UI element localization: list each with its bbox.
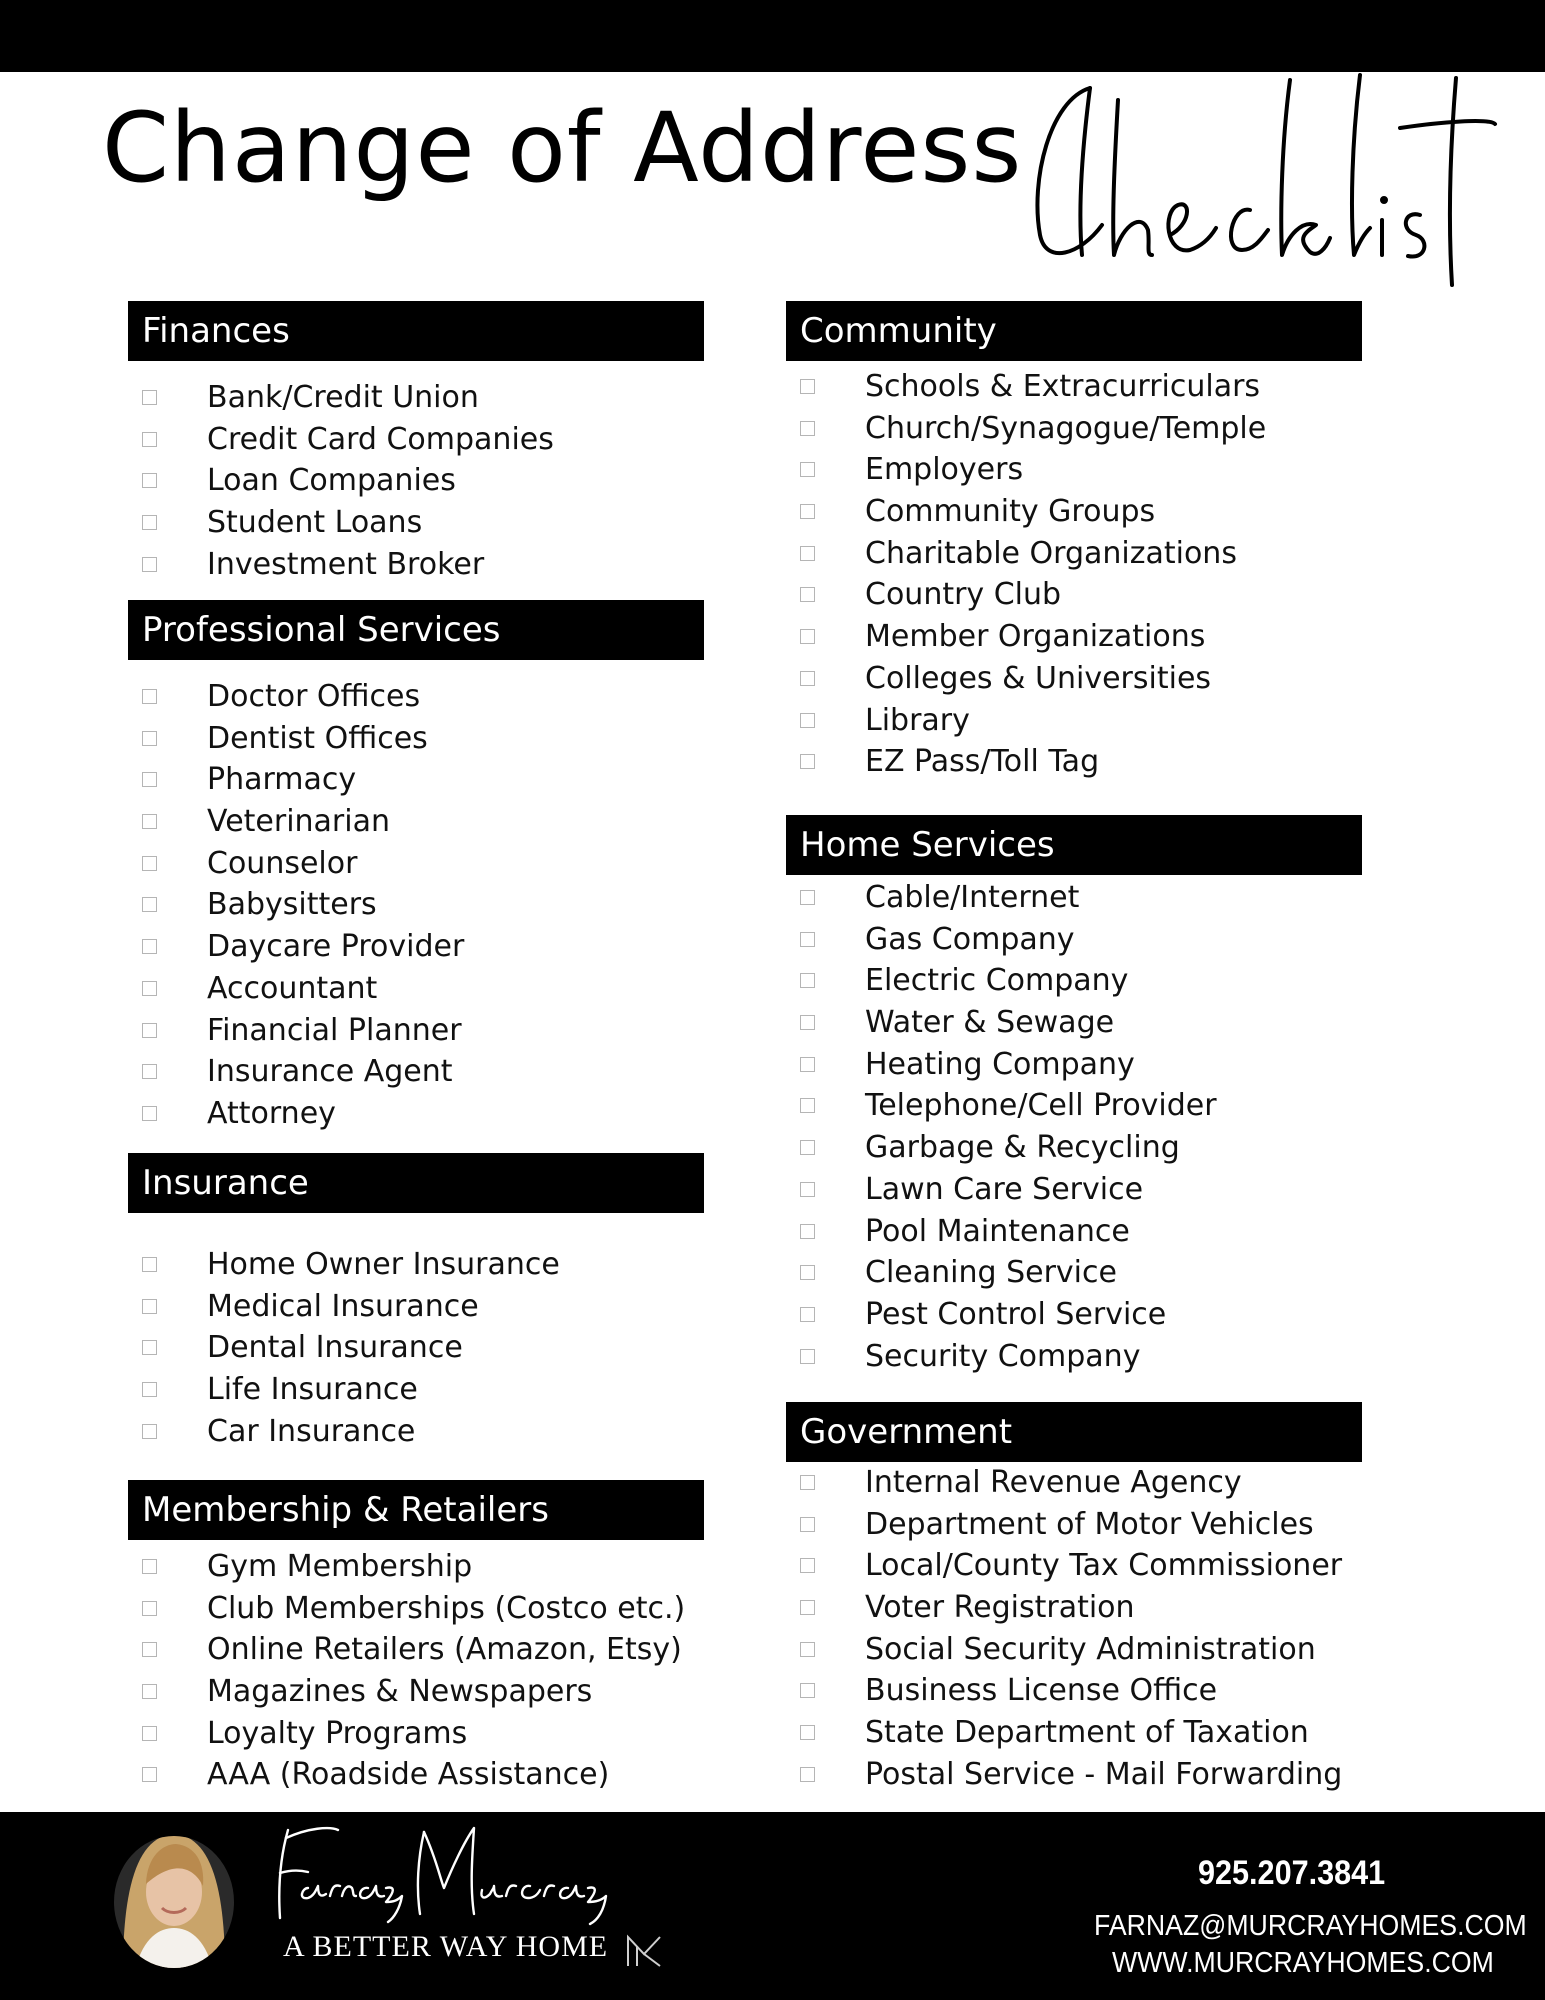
home-services-list bbox=[786, 877, 1362, 1377]
checkbox[interactable] bbox=[800, 754, 815, 769]
checkbox[interactable] bbox=[142, 1257, 157, 1272]
checklist-item[interactable]: Loyalty Programs bbox=[128, 1713, 704, 1755]
checklist-item[interactable]: Daycare Provider bbox=[128, 926, 704, 968]
checklist-item[interactable]: Garbage & Recycling bbox=[786, 1127, 1362, 1169]
checkbox[interactable] bbox=[142, 1382, 157, 1397]
checkbox[interactable] bbox=[142, 939, 157, 954]
checklist-item[interactable]: EZ Pass/Toll Tag bbox=[786, 741, 1362, 783]
checkbox[interactable] bbox=[800, 1642, 815, 1657]
checkbox[interactable] bbox=[800, 1098, 815, 1113]
section-header-insurance: Insurance bbox=[128, 1153, 704, 1213]
checkbox[interactable] bbox=[142, 897, 157, 912]
checkbox[interactable] bbox=[142, 1559, 157, 1574]
section-header-professional-services: Professional Services bbox=[128, 600, 704, 660]
checkbox[interactable] bbox=[800, 1182, 815, 1197]
checkbox[interactable] bbox=[800, 932, 815, 947]
checkbox[interactable] bbox=[142, 1340, 157, 1355]
checkbox[interactable] bbox=[800, 1224, 815, 1239]
checklist-item[interactable]: Cable/Internet bbox=[786, 877, 1362, 919]
checkbox[interactable] bbox=[142, 1424, 157, 1439]
checklist-item[interactable]: Member Organizations bbox=[786, 616, 1362, 658]
checkbox[interactable] bbox=[142, 390, 157, 405]
section-professional-services bbox=[128, 600, 704, 1135]
checklist-item[interactable]: Investment Broker bbox=[128, 544, 704, 586]
agent-photo bbox=[113, 1826, 235, 1970]
signature-logo bbox=[268, 1818, 628, 1928]
insurance-list bbox=[128, 1244, 704, 1452]
checkbox[interactable] bbox=[800, 1057, 815, 1072]
section-header-home-services: Home Services bbox=[786, 815, 1362, 875]
section-header-finances: Finances bbox=[128, 301, 704, 361]
government-list bbox=[786, 1462, 1362, 1796]
checklist-item[interactable]: Pool Maintenance bbox=[786, 1211, 1362, 1253]
checklist-item[interactable]: Local/County Tax Commissioner bbox=[786, 1545, 1362, 1587]
checkbox[interactable] bbox=[142, 432, 157, 447]
checkbox[interactable] bbox=[142, 731, 157, 746]
section-home-services bbox=[786, 815, 1362, 1377]
finances-list bbox=[128, 377, 704, 585]
checklist-item[interactable]: Dental Insurance bbox=[128, 1327, 704, 1369]
checklist-item[interactable]: Financial Planner bbox=[128, 1010, 704, 1052]
checklist-item[interactable]: Business License Office bbox=[786, 1670, 1362, 1712]
checkbox[interactable] bbox=[142, 689, 157, 704]
checkbox[interactable] bbox=[800, 713, 815, 728]
checkbox[interactable] bbox=[800, 1517, 815, 1532]
checklist-item[interactable]: Church/Synagogue/Temple bbox=[786, 408, 1362, 450]
checklist-item[interactable]: Babysitters bbox=[128, 884, 704, 926]
checklist-item[interactable]: Accountant bbox=[128, 968, 704, 1010]
checkbox[interactable] bbox=[800, 587, 815, 602]
checkbox[interactable] bbox=[800, 1600, 815, 1615]
checklist-item[interactable]: Gas Company bbox=[786, 919, 1362, 961]
checklist-item[interactable]: Country Club bbox=[786, 574, 1362, 616]
checklist-item[interactable]: Life Insurance bbox=[128, 1369, 704, 1411]
checkbox[interactable] bbox=[142, 515, 157, 530]
checkbox[interactable] bbox=[142, 1064, 157, 1079]
checklist-item[interactable]: Cleaning Service bbox=[786, 1252, 1362, 1294]
email-link[interactable]: FARNAZ@MURCRAYHOMES.COM bbox=[1094, 1910, 1527, 1942]
checklist-item[interactable]: AAA (Roadside Assistance) bbox=[128, 1754, 704, 1796]
membership-retailers-list bbox=[128, 1546, 704, 1796]
checkbox[interactable] bbox=[142, 1684, 157, 1699]
checklist-item[interactable]: Magazines & Newspapers bbox=[128, 1671, 704, 1713]
checklist-item[interactable]: Club Memberships (Costco etc.) bbox=[128, 1588, 704, 1630]
checkbox[interactable] bbox=[800, 1475, 815, 1490]
checkbox[interactable] bbox=[142, 1726, 157, 1741]
checklist-item[interactable]: Social Security Administration bbox=[786, 1629, 1362, 1671]
checkbox[interactable] bbox=[800, 1349, 815, 1364]
checkbox[interactable] bbox=[800, 973, 815, 988]
checklist-item[interactable]: Water & Sewage bbox=[786, 1002, 1362, 1044]
checkbox[interactable] bbox=[142, 981, 157, 996]
checklist-item[interactable]: Student Loans bbox=[128, 502, 704, 544]
checkbox[interactable] bbox=[142, 1642, 157, 1657]
checklist-item[interactable]: Attorney bbox=[128, 1093, 704, 1135]
checkbox[interactable] bbox=[800, 1307, 815, 1322]
checklist-script-title bbox=[1020, 60, 1500, 290]
checkbox[interactable] bbox=[800, 1015, 815, 1030]
checklist-item[interactable]: Heating Company bbox=[786, 1044, 1362, 1086]
checklist-item[interactable]: Car Insurance bbox=[128, 1411, 704, 1453]
checkbox[interactable] bbox=[800, 462, 815, 477]
checkbox[interactable] bbox=[800, 1140, 815, 1155]
section-membership-retailers bbox=[128, 1480, 704, 1796]
checklist-item[interactable]: Veterinarian bbox=[128, 801, 704, 843]
phone-number[interactable]: 925.207.3841 bbox=[1198, 1854, 1386, 1892]
brand-m-logo bbox=[625, 1934, 663, 1968]
checkbox[interactable] bbox=[800, 546, 815, 561]
section-finances bbox=[128, 301, 704, 585]
checkbox[interactable] bbox=[142, 473, 157, 488]
checkbox[interactable] bbox=[142, 856, 157, 871]
checkbox[interactable] bbox=[800, 629, 815, 644]
checklist-item[interactable]: Insurance Agent bbox=[128, 1051, 704, 1093]
checkbox[interactable] bbox=[800, 1725, 815, 1740]
checkbox[interactable] bbox=[800, 890, 815, 905]
checkbox[interactable] bbox=[800, 1265, 815, 1280]
checkbox[interactable] bbox=[142, 1601, 157, 1616]
checklist-item[interactable]: Schools & Extracurriculars bbox=[786, 366, 1362, 408]
checkbox[interactable] bbox=[800, 1683, 815, 1698]
section-insurance bbox=[128, 1153, 704, 1452]
checklist-item[interactable]: Loan Companies bbox=[128, 460, 704, 502]
checklist-item[interactable]: Bank/Credit Union bbox=[128, 377, 704, 419]
checklist-item[interactable]: Medical Insurance bbox=[128, 1286, 704, 1328]
community-list bbox=[786, 366, 1362, 783]
checklist-item[interactable]: Postal Service - Mail Forwarding bbox=[786, 1754, 1362, 1796]
checkbox[interactable] bbox=[800, 671, 815, 686]
checkbox[interactable] bbox=[142, 1767, 157, 1782]
checkbox[interactable] bbox=[142, 1299, 157, 1314]
checklist-item[interactable]: State Department of Taxation bbox=[786, 1712, 1362, 1754]
checkbox[interactable] bbox=[142, 814, 157, 829]
page-title: Change of Address bbox=[102, 92, 1023, 204]
checklist-item[interactable]: Employers bbox=[786, 449, 1362, 491]
checkbox[interactable] bbox=[142, 1023, 157, 1038]
section-header-membership-retailers: Membership & Retailers bbox=[128, 1480, 704, 1540]
checkbox[interactable] bbox=[800, 379, 815, 394]
professional-services-list bbox=[128, 676, 704, 1135]
checklist-item[interactable]: Library bbox=[786, 700, 1362, 742]
checkbox[interactable] bbox=[142, 772, 157, 787]
checklist-item[interactable]: Credit Card Companies bbox=[128, 419, 704, 461]
checklist-item[interactable]: Pharmacy bbox=[128, 759, 704, 801]
checklist-item[interactable]: Department of Motor Vehicles bbox=[786, 1504, 1362, 1546]
checklist-item[interactable]: Lawn Care Service bbox=[786, 1169, 1362, 1211]
checklist-item[interactable]: Telephone/Cell Provider bbox=[786, 1085, 1362, 1127]
checklist-item[interactable]: Electric Company bbox=[786, 960, 1362, 1002]
section-header-government: Government bbox=[786, 1402, 1362, 1462]
checklist-item[interactable]: Charitable Organizations bbox=[786, 533, 1362, 575]
checkbox[interactable] bbox=[142, 557, 157, 572]
tagline: A BETTER WAY HOME bbox=[283, 1930, 609, 1963]
checkbox[interactable] bbox=[800, 1767, 815, 1782]
section-header-community: Community bbox=[786, 301, 1362, 361]
checklist-item[interactable]: Doctor Offices bbox=[128, 676, 704, 718]
section-government bbox=[786, 1402, 1362, 1796]
checklist-item[interactable]: Voter Registration bbox=[786, 1587, 1362, 1629]
checklist-item[interactable]: Gym Membership bbox=[128, 1546, 704, 1588]
checkbox[interactable] bbox=[800, 1558, 815, 1573]
checkbox[interactable] bbox=[142, 1106, 157, 1121]
checklist-item[interactable]: Colleges & Universities bbox=[786, 658, 1362, 700]
checklist-item[interactable]: Dentist Offices bbox=[128, 718, 704, 760]
checklist-item[interactable]: Community Groups bbox=[786, 491, 1362, 533]
checkbox[interactable] bbox=[800, 504, 815, 519]
checklist-item[interactable]: Home Owner Insurance bbox=[128, 1244, 704, 1286]
checklist-item[interactable]: Online Retailers (Amazon, Etsy) bbox=[128, 1629, 704, 1671]
checklist-item[interactable]: Counselor bbox=[128, 843, 704, 885]
website-link[interactable]: WWW.MURCRAYHOMES.COM bbox=[1112, 1947, 1494, 1979]
section-community bbox=[786, 301, 1362, 783]
checklist-item[interactable]: Pest Control Service bbox=[786, 1294, 1362, 1336]
checkbox[interactable] bbox=[800, 421, 815, 436]
checklist-item[interactable]: Security Company bbox=[786, 1336, 1362, 1378]
checklist-item[interactable]: Internal Revenue Agency bbox=[786, 1462, 1362, 1504]
